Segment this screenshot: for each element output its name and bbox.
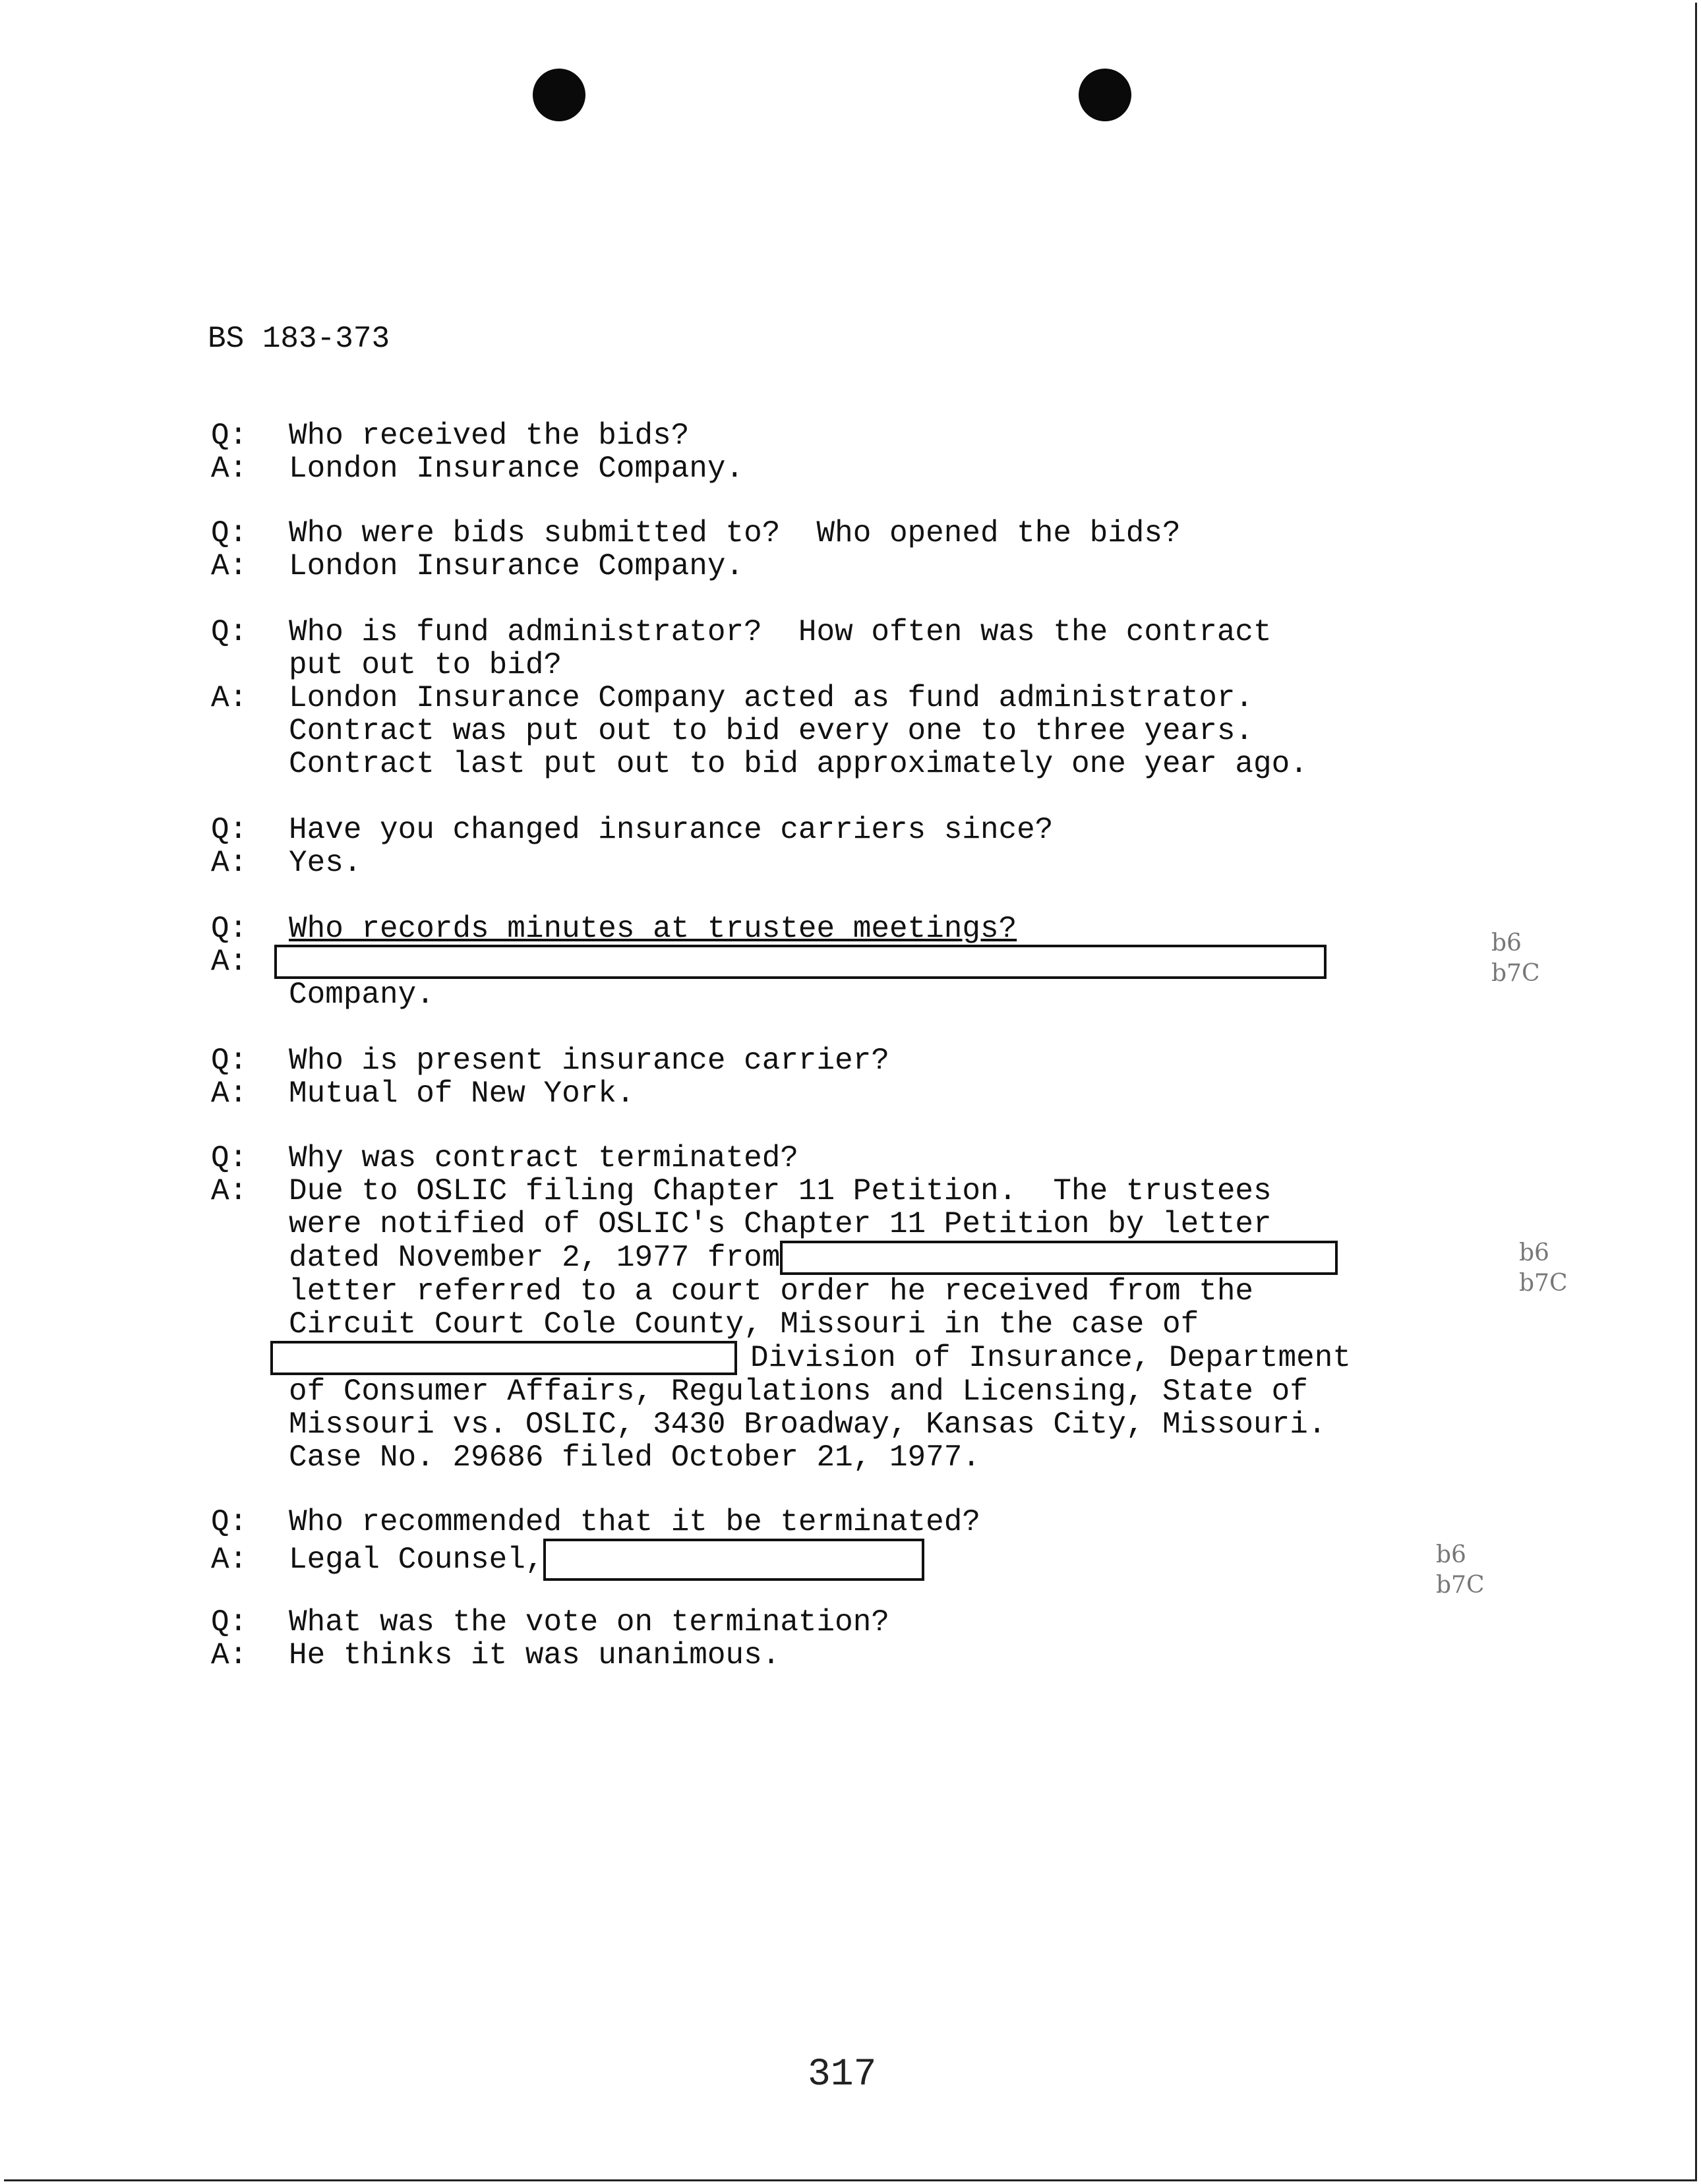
- qa-block-2: [211, 517, 1181, 583]
- q-label: Q:: [211, 1044, 248, 1078]
- redaction-box: [270, 1341, 737, 1375]
- q-label: Q:: [211, 1505, 248, 1539]
- a-label: A:: [211, 1543, 248, 1577]
- qa-block-3: [211, 616, 1308, 781]
- a-label: A:: [211, 846, 248, 880]
- answer-text: Circuit Court Cole County, Missouri in the case of: [289, 1307, 1199, 1342]
- answer-text: London Insurance Company.: [289, 452, 744, 486]
- question-text: Who were bids submitted to? Who opened the bids?: [289, 516, 1181, 550]
- punch-hole-left: [533, 69, 585, 121]
- q-label: Q:: [211, 1605, 248, 1639]
- answer-text: letter referred to a court order he received from the: [289, 1274, 1254, 1309]
- qa-block-9: [211, 1606, 889, 1672]
- answer-text: dated November 2, 1977 from: [289, 1241, 781, 1275]
- q-label: Q:: [211, 912, 248, 946]
- qa-block-5: [211, 912, 1327, 1011]
- redaction-box: [780, 1241, 1338, 1275]
- punch-hole-right: [1079, 69, 1131, 121]
- answer-text: Contract last put out to bid approximately one year ago.: [289, 747, 1308, 781]
- answer-text: Yes.: [289, 846, 362, 880]
- qa-block-6: [211, 1044, 889, 1110]
- q-label: Q:: [211, 1141, 248, 1175]
- question-text: Have you changed insurance carriers since?: [289, 813, 1054, 847]
- page-number: 317: [808, 2053, 877, 2096]
- a-label: A:: [211, 549, 248, 583]
- question-text: Why was contract terminated?: [289, 1141, 798, 1175]
- a-label: A:: [211, 1174, 248, 1208]
- answer-text: of Consumer Affairs, Regulations and Licensing, State of: [289, 1374, 1308, 1409]
- exemption-codes-1: b6 b7C: [1491, 930, 1540, 987]
- question-text: Who is present insurance carrier?: [289, 1044, 889, 1078]
- a-label: A:: [211, 1077, 248, 1111]
- exemption-codes-3: b6 b7C: [1436, 1541, 1485, 1599]
- question-text: Who is fund administrator? How often was the contract: [289, 615, 1272, 649]
- q-label: Q:: [211, 615, 248, 649]
- answer-text: Missouri vs. OSLIC, 3430 Broadway, Kansas City, Missouri.: [289, 1407, 1327, 1442]
- question-text: Who received the bids?: [289, 419, 690, 453]
- answer-text: Mutual of New York.: [289, 1077, 635, 1111]
- answer-text: Company.: [289, 978, 434, 1012]
- question-text: Who recommended that it be terminated?: [289, 1505, 980, 1539]
- a-label: A:: [211, 452, 248, 486]
- q-label: Q:: [211, 419, 248, 453]
- answer-text: were notified of OSLIC's Chapter 11 Petition by letter: [289, 1207, 1272, 1241]
- qa-block-8: [211, 1506, 980, 1581]
- q-label: Q:: [211, 813, 248, 847]
- q-label: Q:: [211, 516, 248, 550]
- redaction-box: [543, 1539, 924, 1581]
- answer-text: London Insurance Company acted as fund administrator.: [289, 681, 1254, 715]
- a-label: A:: [211, 1638, 248, 1672]
- a-label: A:: [211, 681, 248, 715]
- qa-block-1: [211, 419, 744, 485]
- answer-text: Contract was put out to bid every one to three years.: [289, 714, 1254, 748]
- redaction-box: [274, 945, 1327, 979]
- question-text: What was the vote on termination?: [289, 1605, 889, 1639]
- exemption-codes-2: b6 b7C: [1519, 1239, 1568, 1297]
- answer-text: London Insurance Company.: [289, 549, 744, 583]
- qa-block-4: [211, 813, 1053, 879]
- answer-text: Legal Counsel,: [289, 1543, 544, 1577]
- answer-text: Division of Insurance, Department: [750, 1341, 1351, 1375]
- document-id: BS 183-373: [208, 322, 390, 356]
- answer-text: Due to OSLIC filing Chapter 11 Petition. The trustees: [289, 1174, 1272, 1208]
- answer-text: He thinks it was unanimous.: [289, 1638, 781, 1672]
- a-label: A:: [211, 945, 248, 979]
- qa-block-7: [211, 1142, 1351, 1474]
- question-text: put out to bid?: [289, 648, 562, 682]
- answer-text: Case No. 29686 filed October 21, 1977.: [289, 1440, 980, 1475]
- question-text: Who records minutes at trustee meetings?: [289, 912, 1017, 946]
